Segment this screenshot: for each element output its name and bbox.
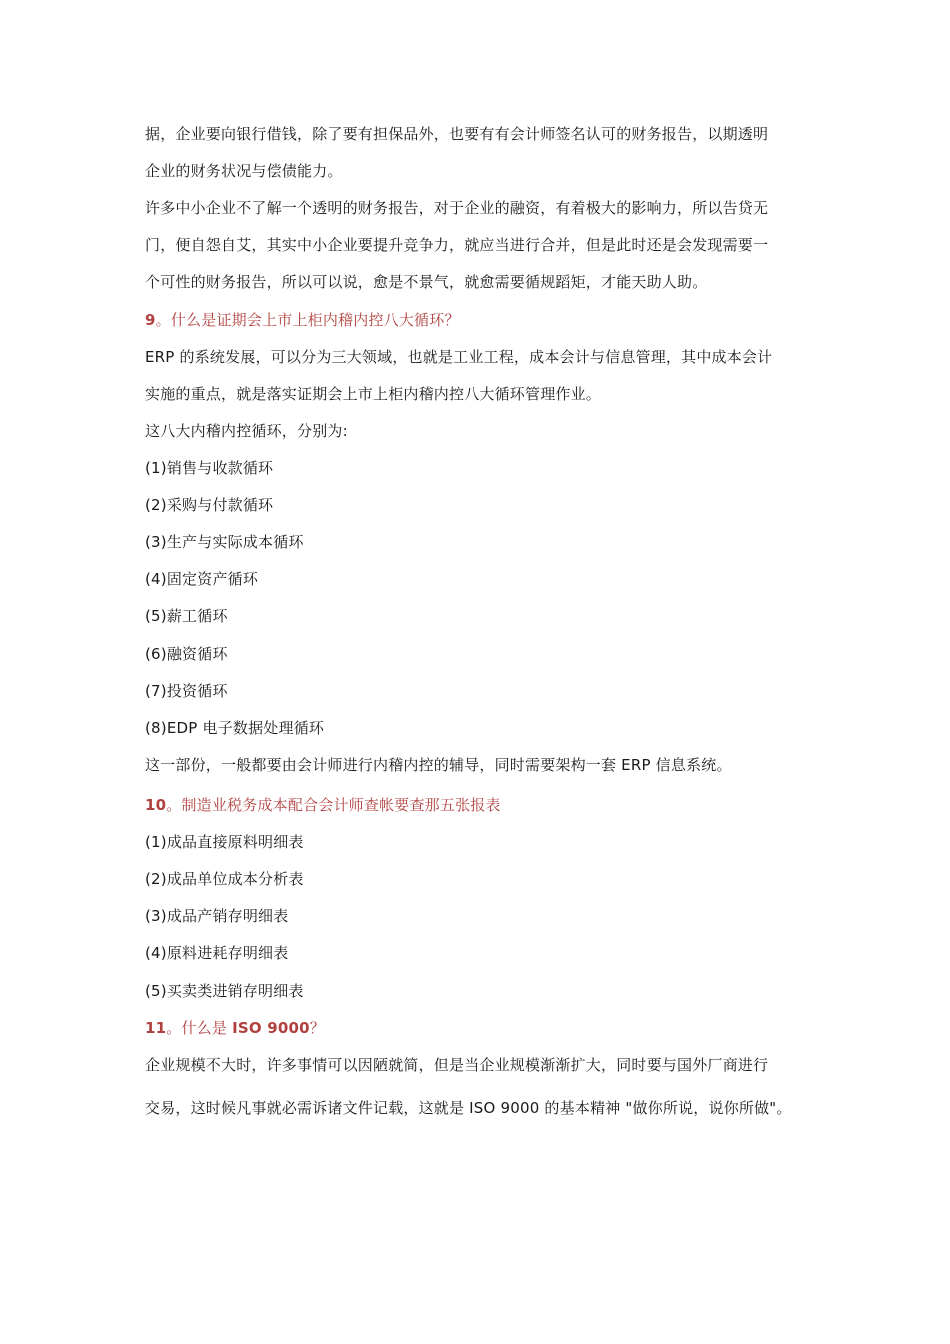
section-title: 。制造业税务成本配合会计师查帐要查那五张报表 — [166, 796, 501, 814]
list-item: (4)固定资产循环 — [145, 570, 259, 588]
list-item: (3)成品产销存明细表 — [145, 907, 289, 925]
section-number: 11 — [145, 1019, 167, 1037]
paragraph-line: 实施的重点，就是落实证期会上市上柜内稽内控八大循环管理作业。 — [145, 385, 602, 403]
list-item: (2)采购与付款循环 — [145, 496, 274, 514]
list-item: (8)EDP 电子数据处理循环 — [145, 719, 325, 737]
paragraph-line: 据，企业要向银行借钱，除了要有担保品外，也要有有会计师签名认可的财务报告，以期透明 — [145, 125, 769, 143]
list-item: (1)成品直接原料明细表 — [145, 833, 304, 851]
paragraph-line: 交易，这时候凡事就必需诉诸文件记载，这就是 ISO 9000 的基本精神 "做你所说，说你所做"。 — [145, 1099, 792, 1117]
list-item: (7)投资循环 — [145, 682, 228, 700]
section-title: 。什么是证期会上市上柜内稽内控八大循环？ — [155, 311, 460, 329]
list-item: (2)成品单位成本分析表 — [145, 870, 304, 888]
section-number: 10 — [145, 796, 167, 814]
section-9-heading — [145, 310, 825, 330]
paragraph-line: ERP 的系统发展，可以分为三大领域，也就是工业工程，成本会计与信息管理，其中成本会计 — [145, 348, 773, 366]
paragraph-line: 许多中小企业不了解一个透明的财务报告，对于企业的融资，有着极大的影响力，所以告贷无 — [145, 199, 769, 217]
section-title-end: ？ — [309, 1019, 325, 1037]
paragraph-line: 企业的财务状况与偿债能力。 — [145, 162, 343, 180]
section-10-heading — [145, 795, 825, 815]
paragraph-line: 企业规模不大时，许多事情可以因陋就简，但是当企业规模渐渐扩大，同时要与国外厂商进行 — [145, 1056, 769, 1074]
paragraph-line: 这一部份，一般都要由会计师进行内稽内控的辅导，同时需要架构一套 ERP 信息系统。 — [145, 756, 732, 774]
list-item: (5)买卖类进销存明细表 — [145, 982, 304, 1000]
section-title: 。什么是 — [166, 1019, 233, 1037]
paragraph-line: 门，便自怨自艾，其实中小企业要提升竞争力，就应当进行合并，但是此时还是会发现需要一 — [145, 236, 769, 254]
list-item: (3)生产与实际成本循环 — [145, 533, 304, 551]
section-number: 9 — [145, 311, 156, 329]
list-item: (1)销售与收款循环 — [145, 459, 274, 477]
paragraph-line: 个可性的财务报告，所以可以说，愈是不景气，就愈需要循规蹈矩，才能天助人助。 — [145, 273, 708, 291]
list-item: (5)薪工循环 — [145, 607, 228, 625]
list-item: (6)融资循环 — [145, 645, 228, 663]
section-11-heading — [145, 1018, 825, 1038]
list-item: (4)原料进耗存明细表 — [145, 944, 289, 962]
section-title-bold: ISO 9000 — [232, 1019, 310, 1037]
paragraph-line: 这八大内稽内控循环，分别为: — [145, 422, 348, 440]
